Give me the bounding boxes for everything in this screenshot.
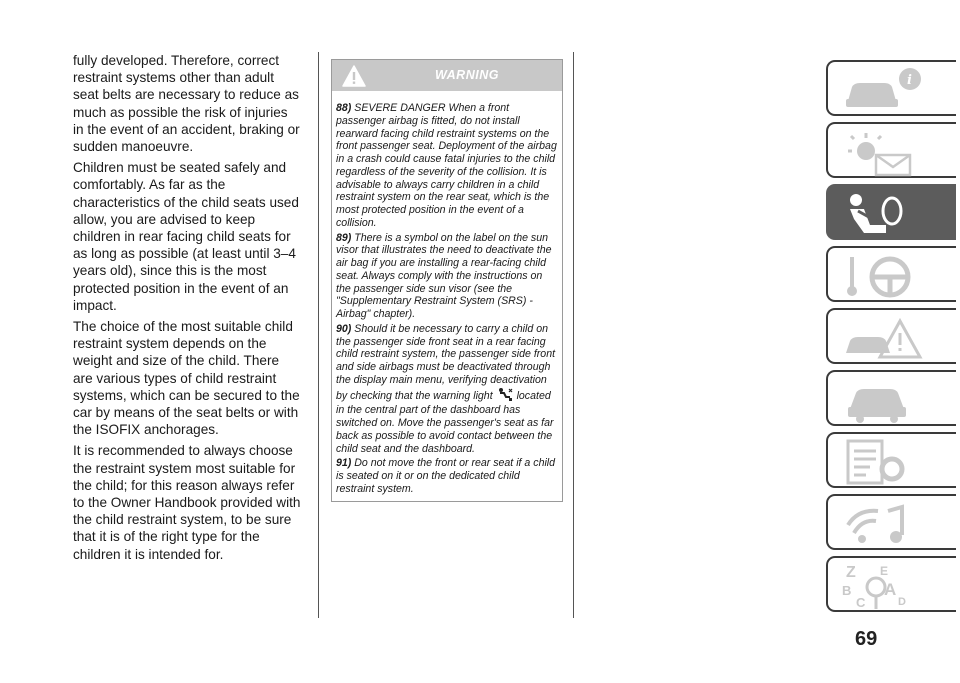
warning-item-number: 91) [336,457,352,470]
tab-safety[interactable] [826,184,956,240]
svg-text:C: C [856,595,866,610]
safety-airbag-icon [840,189,930,239]
airbag-off-warning-light-icon [497,387,513,405]
tab-car-info[interactable] [826,60,956,116]
warning-header [332,60,562,91]
tab-maintenance[interactable] [826,370,956,426]
warning-item-text: There is a symbol on the label on the sun visor that illustrates the need to deactivate the air bag if you are installing a rear-facing child seat. Always comply with the instructions on the passenger side sun visor (see the "Supplementary Restraint System (SRS) - Airbag" chapter). [336,231,552,320]
svg-text:D: D [898,596,906,608]
warning-item [336,102,558,230]
warning-item-text: Should it be necessary to carry a child on the passenger side front seat in a rear facing child restraint system, the passenger side front and side airbags must be deactivated through the display main menu, verifying deactivation by checking that the warning light [336,322,556,402]
starting-driving-icon [840,251,930,301]
warning-box [331,59,563,502]
paragraph: Children must be seated safely and comfortably. As far as the characteristics of the child seats used allow, you are advised to keep children in rear facing child seats for as long as possible (at least until 3–4 years old), since this is the most protected position in the event of an impact. [73,160,299,313]
tab-dashboard-lights[interactable] [826,122,956,178]
warning-item-number: 88) [336,102,352,114]
warning-item [336,323,558,456]
svg-text:Z: Z [846,564,856,581]
warning-body [332,91,562,501]
warning-item-text: Do not move the front or rear seat if a child is seated on it or on the dedicated child restraint system. [336,457,556,495]
warning-item [336,457,558,495]
column-divider [318,52,319,618]
paragraph: It is recommended to always choose the restraint system most suitable for the child; for this reason always refer to the Owner Handbook provided with the child restraint system, to be sure that it is of the right type for the children it is intended for. [73,443,301,562]
warning-item-text: located in the central part of the dashboard has switched on. Move the passenger's seat as far back as possible to avoid contact between the child seat and the dashboard. [336,389,554,455]
technical-data-icon [840,437,930,487]
tab-technical-data[interactable] [826,432,956,488]
car-maintenance-icon [840,375,930,425]
warning-item-number: 89) [336,231,352,244]
svg-text:E: E [880,564,889,578]
alphabetical-index-icon [840,561,930,611]
warning-item-text: SEVERE DANGER When a front passenger airbag is fitted, do not install rearward facing child restraint systems on the front passenger seat. Deployment of the airbag in a crash could cause fatal injuries to the child regardless of the severity of the collision. It is advisable to always carry children in a child restraint system on the rear seat, which is the most protected position in the event of a collision. [336,102,557,229]
tab-emergency[interactable] [826,308,956,364]
paragraph: fully developed. Therefore, correct restraint systems other than adult seat belts are necessary to reduce as much as possible the risk of injuries in the event of an accident, braking or sudden manoeuvre. [73,53,300,155]
page-number: 69 [855,628,878,650]
warning-title: WARNING [435,68,499,82]
car-info-icon [840,65,930,115]
svg-text:i: i [907,73,912,88]
emergency-icon [840,313,930,363]
svg-text:A: A [884,580,897,599]
paragraph: The choice of the most suitable child restraint system depends on the weight and size of the child. There are various types of child restraint systems, which can be secured to the car by means of the seat belts or with the ISOFIX anchorages. [73,319,300,438]
column-divider [573,52,574,618]
warning-item-number: 90) [336,322,352,335]
tab-starting-driving[interactable] [826,246,956,302]
tab-alphabetical-index[interactable] [826,556,956,612]
warning-item [336,232,558,321]
tab-multimedia[interactable] [826,494,956,550]
dashboard-lights-icon [840,127,930,177]
left-text-column [73,52,301,567]
svg-text:B: B [842,583,852,598]
multimedia-icon [840,499,930,549]
